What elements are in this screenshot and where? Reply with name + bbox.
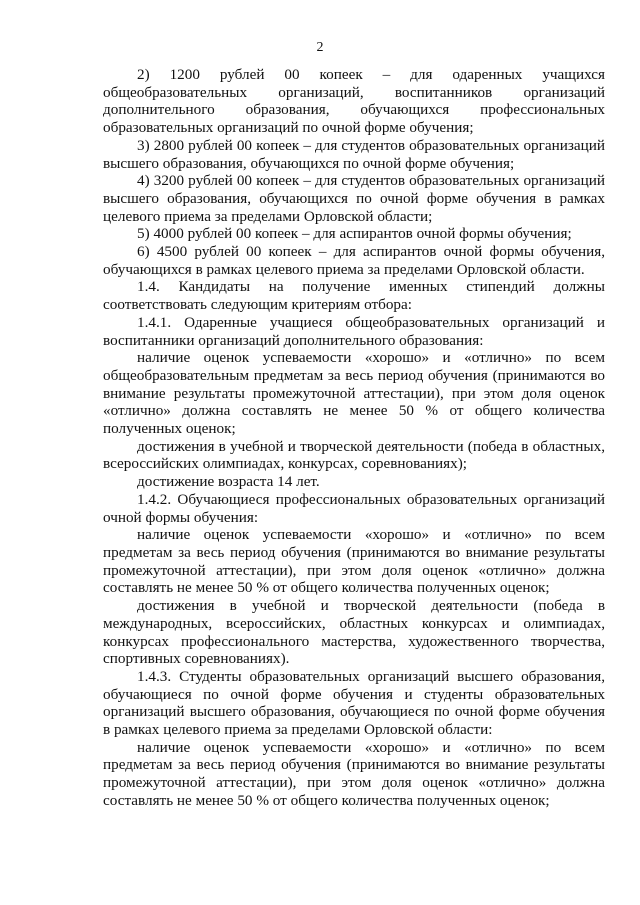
paragraph-criteria-achievements-college: достижения в учебной и творческой деятельности (победа в международных, всероссийских, областных конкурсах и олимпиадах, конкурсах профессионального мастерства, художественного творчества, спортивных соревнованиях). (103, 597, 605, 668)
paragraph-stipend-1200: 2) 1200 рублей 00 копеек – для одаренных учащихся общеобразовательных организаций, воспитанников организаций дополнительного образования, обучающихся профессиональных образовательных организаций по очной форме обучения; (103, 66, 605, 137)
paragraph-criteria-grades-school: наличие оценок успеваемости «хорошо» и «отлично» по всем общеобразовательным предметам за весь период обучения (принимаются во внимание результаты промежуточной аттестации), при этом доля оценок «отлично» должна составлять не менее 50 % от общего количества полученных оценок; (103, 349, 605, 438)
paragraph-section-1-4-2: 1.4.2. Обучающиеся профессиональных образовательных организаций очной формы обучения: (103, 490, 605, 526)
paragraph-stipend-3200: 4) 3200 рублей 00 копеек – для студентов образовательных организаций высшего образования, обучающихся по очной форме обучения в рамках целевого приема за пределами Орловской области; (103, 172, 605, 225)
paragraph-criteria-age: достижение возраста 14 лет. (137, 473, 320, 491)
paragraph-criteria-grades-college: наличие оценок успеваемости «хорошо» и «отлично» по всем предметам за весь период обучения (принимаются во внимание результаты промежуточной аттестации), при этом доля оценок «отлично» должна составлять не менее 50 % от общего количества полученных оценок; (103, 526, 605, 597)
paragraph-stipend-2800: 3) 2800 рублей 00 копеек – для студентов образовательных организаций высшего образования, обучающихся по очной форме обучения; (103, 136, 605, 172)
paragraph-section-1-4: 1.4. Кандидаты на получение именных стипендий должны соответствовать следующим критериям отбора: (103, 278, 605, 314)
paragraph-criteria-achievements-school: достижения в учебной и творческой деятельности (победа в областных, всероссийских олимпиадах, конкурсах, соревнованиях); (103, 437, 605, 473)
paragraph-criteria-grades-university: наличие оценок успеваемости «хорошо» и «отлично» по всем предметам за весь период обучения (принимаются во внимание результаты промежуточной аттестации), при этом доля оценок «отлично» должна составлять не менее 50 % от общего количества полученных оценок; (103, 738, 605, 809)
paragraph-section-1-4-1: 1.4.1. Одаренные учащиеся общеобразовательных организаций и воспитанники организаций дополнительного образования: (103, 313, 605, 349)
document-body (103, 66, 605, 810)
page-number: 2 (316, 40, 324, 55)
paragraph-stipend-4000: 5) 4000 рублей 00 копеек – для аспирантов очной формы обучения; (137, 225, 572, 243)
paragraph-stipend-4500: 6) 4500 рублей 00 копеек – для аспирантов очной формы обучения, обучающихся в рамках целевого приема за пределами Орловской области. (103, 243, 605, 278)
paragraph-section-1-4-3: 1.4.3. Студенты образовательных организаций высшего образования, обучающиеся по очной форме обучения и студенты образовательных организаций высшего образования, обучающиеся по очной форме обучения в рамках целевого приема за пределами Орловской области: (103, 667, 605, 739)
